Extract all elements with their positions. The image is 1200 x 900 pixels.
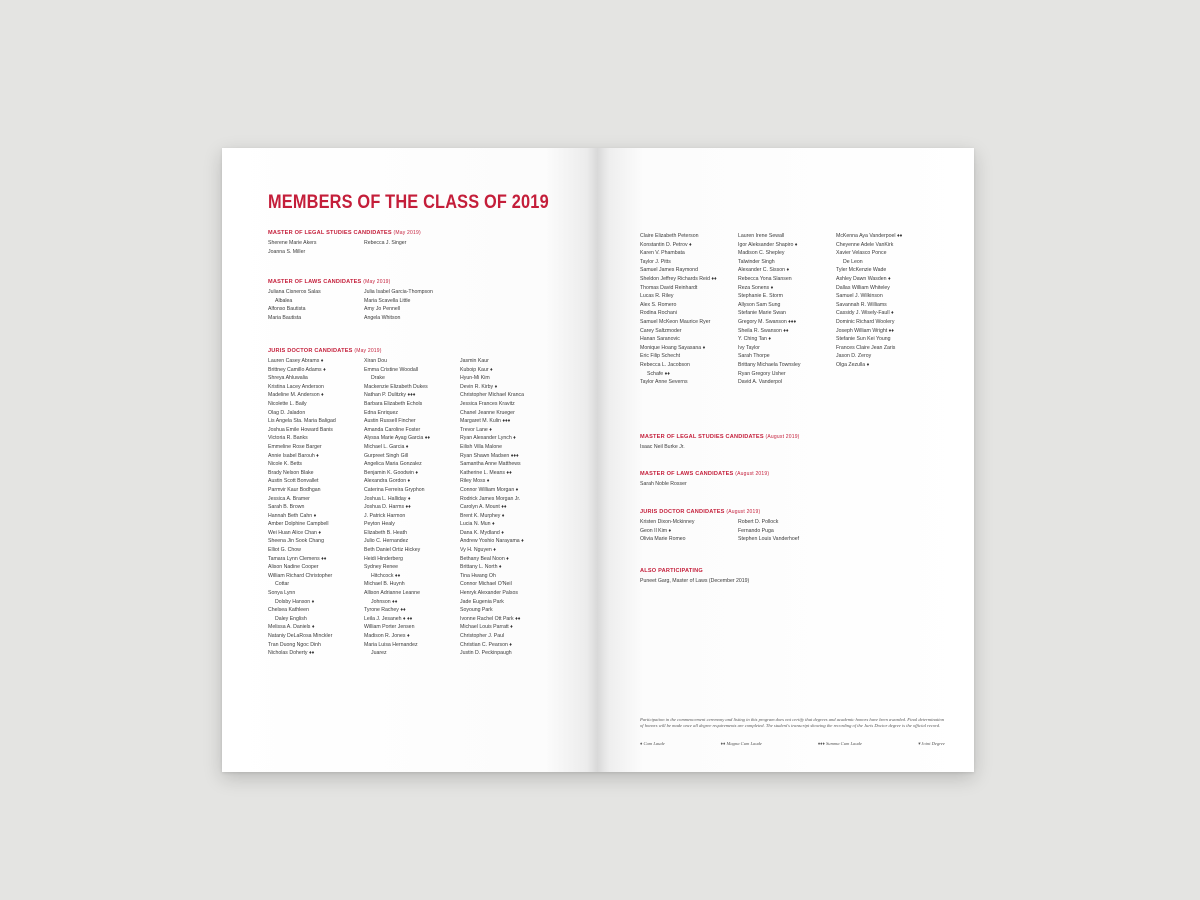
name-entry: Barbara Elizabeth Echols xyxy=(364,400,423,407)
name-entry: Lis Angela Sta. Maria Baligad xyxy=(268,418,336,425)
name-entry: Ryan Alexander Lynch ♦ xyxy=(460,435,516,442)
legend-cum-laude: ♦ Cum Laude xyxy=(640,741,665,746)
name-entry: Connor Michael O'Neil xyxy=(460,581,512,588)
name-entry: Taylor J. Pitts xyxy=(640,258,671,265)
name-entry: Alexandra Gordon ♦ xyxy=(364,478,411,485)
name-entry: Eilish Villa Malone xyxy=(460,443,503,450)
name-entry: Tyler McKenzie Wade xyxy=(836,267,887,274)
name-entry: Monique Hoang Sayasana ♦ xyxy=(640,344,706,351)
name-entry: Dominic Richard Woolery xyxy=(836,318,895,325)
name-entry: Allyson Sam Sung xyxy=(738,301,781,308)
name-entry: Lauren Casey Abrams ♦ xyxy=(268,358,324,364)
name-entry: Melissa A. Daniels ♦ xyxy=(268,624,315,631)
name-entry: Alex S. Romero xyxy=(640,301,677,308)
name-entry: Elliot G. Chow xyxy=(268,547,301,554)
section-title: MASTER OF LEGAL STUDIES CANDIDATES (August 2019) xyxy=(640,434,800,440)
name-entry: Robert D. Pollock xyxy=(738,519,779,525)
name-entry: Amber Dolphine Campbell xyxy=(268,521,329,528)
section-title: JURIS DOCTOR CANDIDATES (August 2019) xyxy=(640,509,761,515)
name-entry: Andrew Yoshio Narayama ♦ xyxy=(460,538,524,545)
ll-aug-section xyxy=(640,471,800,489)
name-entry: Sherene Marie Akers xyxy=(268,240,317,246)
name-entry: Stefanie Sun Kei Young xyxy=(836,336,891,343)
legend-joint-degree: ▾ Joint Degree xyxy=(917,741,945,746)
name-entry: Austin Scott Bonvallet xyxy=(268,478,319,485)
section-title: JURIS DOCTOR CANDIDATES (May 2019) xyxy=(268,348,382,354)
name-entry: Reza Sonens ♦ xyxy=(738,284,774,291)
name-entry: Jessica Frances Kravitz xyxy=(460,400,515,407)
name-entry: Sydney Renee xyxy=(364,564,399,571)
name-entry: Ivy Taylor xyxy=(738,344,760,351)
name-entry: Samuel James Raymond xyxy=(640,267,698,274)
name-entry: Konstantin D. Petrov ♦ xyxy=(640,241,692,248)
name-entry: Gurpreet Singh Gill xyxy=(364,452,409,459)
name-entry: Isaac Neil Burke Jr. xyxy=(640,444,685,450)
name-entry: Kristen Dixon-Mckinney xyxy=(640,519,695,525)
name-entry: Christian C. Pearson ♦ xyxy=(460,641,512,648)
name-column xyxy=(738,232,836,387)
name-entry: Stefanie Marie Swan xyxy=(738,310,786,317)
name-entry: Samantha Anne Matthews xyxy=(460,461,521,468)
name-entry: Rebecca Yona Slansen xyxy=(738,275,792,282)
name-entry: Nicole K. Betts xyxy=(268,461,303,468)
name-entry: Cassidy J. Wisely-Faull ♦ xyxy=(836,310,894,317)
name-entry: Igor Aleksander Shapiro ♦ xyxy=(738,241,798,248)
name-entry: Brady Nelson Blake xyxy=(268,469,314,476)
name-entry: Xavier Velasco Ponce xyxy=(836,250,887,257)
name-entry: Katherine L. Means ♦♦ xyxy=(460,469,512,476)
jd-may-section xyxy=(268,348,556,658)
name-entry: Puneet Garg, Master of Laws (December 2019) xyxy=(640,578,750,584)
name-entry: Jasmin Kaur xyxy=(460,358,489,364)
name-entry: Sarah Thorpe xyxy=(738,353,770,360)
name-entry: Albalea xyxy=(275,297,293,304)
mls-may-section xyxy=(268,230,460,256)
section-title: MASTER OF LAWS CANDIDATES (August 2019) xyxy=(640,471,770,477)
name-entry: Michael B. Huynh xyxy=(364,581,405,588)
name-entry: Sheila R. Swanson ♦♦ xyxy=(738,327,789,334)
name-entry: Joshua Emile Howard Banis xyxy=(268,426,333,433)
name-entry: Sarah Noble Rosser xyxy=(640,481,687,487)
name-entry: Juarez xyxy=(371,650,387,657)
name-entry: Joshua D. Harms ♦♦ xyxy=(364,504,411,511)
name-entry: Y. Ching Tan ♦ xyxy=(738,336,772,343)
name-entry: Trevor Lane ♦ xyxy=(460,426,492,433)
name-column xyxy=(640,577,840,586)
name-entry: Connor William Morgan ♦ xyxy=(460,486,519,493)
name-entry: Brittney Camillo Adams ♦ xyxy=(268,366,326,373)
name-entry: Julio C. Hernandez xyxy=(364,538,409,545)
name-entry: Brent K. Murphey ♦ xyxy=(460,512,505,519)
section-title: MASTER OF LEGAL STUDIES CANDIDATES (May 2019) xyxy=(268,230,421,236)
name-entry: Austin Russell Fincher xyxy=(364,418,416,425)
name-entry: Ashley Dawn Wasden ♦ xyxy=(836,275,891,282)
name-entry: Emma Cristine Woodall xyxy=(364,366,419,373)
name-entry: Xiran Dou xyxy=(364,358,388,364)
name-entry: Edna Enriquez xyxy=(364,409,399,416)
name-entry: Ivonne Rachel Ott Park ♦♦ xyxy=(460,615,521,622)
name-entry: Amy Jo Pennell xyxy=(364,306,401,313)
jd-may-continued-section xyxy=(640,232,934,387)
name-entry: Alison Nadine Cooper xyxy=(268,564,319,571)
name-entry: Sheldon Jeffrey Richards Reid ♦♦ xyxy=(640,275,717,282)
name-entry: Joshua L. Halliday ♦ xyxy=(364,495,411,502)
name-entry: Nicolette L. Baily xyxy=(268,400,307,407)
name-entry: Jade Eugenia Park xyxy=(460,598,504,605)
name-entry: Dana K. Mydland ♦ xyxy=(460,529,504,536)
name-column xyxy=(364,239,460,256)
name-entry: Jessica A. Bramer xyxy=(268,495,310,502)
name-entry: Samuel J. Wilkinson xyxy=(836,293,883,300)
right-page xyxy=(598,148,974,772)
name-entry: Frances Claire Jean Zaris xyxy=(836,344,896,351)
name-entry: Claire Elizabeth Peterson xyxy=(640,233,699,239)
footnote: Participation in the commencement ceremony and listing in this program does not certify that degrees and academic honors have been awarded. Final determination of honors will be made once all degree requirements are completed. The student's transcript showing the recording of the Juris Doctor degree is the official record. xyxy=(640,717,945,728)
name-entry: Heidi Hinderberg xyxy=(364,555,403,562)
name-entry: Ryan Shawn Madsen ♦♦♦ xyxy=(460,452,519,459)
name-entry: Olga Zezulla ♦ xyxy=(836,361,870,368)
name-column xyxy=(738,518,848,544)
name-entry: Kuboip Kaur ♦ xyxy=(460,366,493,373)
name-column xyxy=(640,480,800,489)
mls-aug-section xyxy=(640,434,800,452)
jd-aug-section xyxy=(640,509,848,544)
name-entry: Victoria R. Banks xyxy=(268,435,308,442)
name-entry: Brittany Michaela Townsley xyxy=(738,361,801,368)
name-entry: David A. Vanderpol xyxy=(738,379,783,386)
name-entry: Hanan Saranovic xyxy=(640,336,680,343)
name-entry: Vy H. Nguyen ♦ xyxy=(460,547,496,554)
name-entry: Taylor Anne Severns xyxy=(640,379,688,386)
name-entry: Amanda Caroline Foster xyxy=(364,426,421,433)
name-column xyxy=(460,357,556,658)
name-entry: Talwinder Singh xyxy=(738,258,775,265)
name-column xyxy=(268,288,364,322)
name-entry: Brittany L. North ♦ xyxy=(460,564,502,571)
name-entry: Joseph William Wright ♦♦ xyxy=(836,327,894,334)
name-entry: Parmvir Kaur Bodhgan xyxy=(268,486,321,493)
honors-legend xyxy=(640,741,945,747)
name-entry: Madison R. Jones ♦ xyxy=(364,633,410,639)
name-entry: Devin R. Kirby ♦ xyxy=(460,383,498,390)
name-entry: Riley Moss ♦ xyxy=(460,478,490,485)
name-entry: Johnson ♦♦ xyxy=(371,598,398,605)
name-entry: Carolyn A. Mount ♦♦ xyxy=(460,504,507,511)
name-entry: Carey Saltzmoder xyxy=(640,327,682,334)
name-entry: Alyssa Marie Ayag Garcia ♦♦ xyxy=(364,435,431,442)
name-entry: Wei Huan Alice Chan ♦ xyxy=(268,529,322,536)
name-entry: Savannah R. Williams xyxy=(836,301,887,308)
name-entry: Elizabeth B. Heath xyxy=(364,529,407,536)
name-entry: Benjamin K. Goodwin ♦ xyxy=(364,469,418,476)
name-entry: Samuel McKeon Maurice Ryer xyxy=(640,318,711,325)
section-title: ALSO PARTICIPATING xyxy=(640,568,703,574)
name-entry: Julia Isabel Garcia-Thompson xyxy=(364,289,433,295)
name-entry: Maria Bautista xyxy=(268,314,302,321)
name-column xyxy=(640,518,738,544)
name-entry: Chelsea Kathleen xyxy=(268,607,309,614)
name-entry: Nathan P. Dulitzky ♦♦♦ xyxy=(364,392,416,399)
name-entry: Nataniy DeLaRosa Minckler xyxy=(268,633,333,639)
name-column xyxy=(364,357,460,658)
name-entry: Christopher J. Paul xyxy=(460,633,505,639)
left-page xyxy=(222,148,598,772)
name-entry: Geon Il Kim ♦ xyxy=(640,527,672,534)
also-participating-section xyxy=(640,568,840,586)
name-entry: Rodina Rochani xyxy=(640,310,677,317)
program-booklet xyxy=(222,148,974,772)
name-entry: Eric Filip Schecht xyxy=(640,353,681,360)
name-entry: Rebecca L. Jacobson xyxy=(640,361,690,368)
name-entry: Justin D. Peckinpaugh xyxy=(460,650,512,657)
name-entry: Peyton Healy xyxy=(364,521,395,528)
page-title: MEMBERS OF THE CLASS OF 2019 xyxy=(268,192,549,213)
name-entry: Caterina Ferreira Gryphon xyxy=(364,486,425,493)
name-entry: Angelica Maria Gonzalez xyxy=(364,461,422,468)
legend-magna-cum-laude: ♦♦ Magna Cum Laude xyxy=(720,741,762,746)
name-entry: Michael L. Garcia ♦ xyxy=(364,443,409,450)
name-entry: Joanna S. Miller xyxy=(268,248,306,255)
name-entry: Juliana Cisneros Salas xyxy=(268,289,321,295)
name-entry: Cheyenne Adele VanKirk xyxy=(836,241,894,248)
name-entry: William Richard Christopher xyxy=(268,572,333,579)
name-entry: Kristina Lacey Anderson xyxy=(268,383,324,390)
name-entry: McKenna Aya Vanderpoel ♦♦ xyxy=(836,233,903,239)
name-entry: Angela Whitson xyxy=(364,314,401,321)
name-entry: Hannah Beth Cahn ♦ xyxy=(268,512,317,519)
name-entry: Drake xyxy=(371,375,385,382)
name-entry: Cottar xyxy=(275,581,290,588)
name-entry: Lucia N. Mun ♦ xyxy=(460,521,495,528)
name-entry: Lauren Irene Sewall xyxy=(738,233,785,239)
name-entry: Thomas David Reinhardt xyxy=(640,284,698,291)
name-entry: Tina Hwang Oh xyxy=(460,572,496,579)
name-entry: Ryan Gregory Usher xyxy=(738,370,786,377)
name-entry: Fernando Puga xyxy=(738,527,774,534)
name-entry: Stephen Louis Vanderhoef xyxy=(738,536,800,543)
name-entry: Stephanie E. Storm xyxy=(738,293,783,300)
name-entry: Beth Daniel Ortiz Hickey xyxy=(364,547,421,554)
name-entry: Olag D. Jaladon xyxy=(268,409,306,416)
name-entry: Margaret M. Kulin ♦♦♦ xyxy=(460,418,511,425)
name-entry: Rebecca J. Singer xyxy=(364,240,407,246)
name-entry: Dolsby Hanson ♦ xyxy=(275,598,315,605)
name-entry: Henryk Alexander Palsos xyxy=(460,590,518,597)
name-entry: Dallas William Whiteley xyxy=(836,284,890,291)
name-entry: Sarah B. Brown xyxy=(268,504,305,511)
name-entry: Christopher Michael Kranca xyxy=(460,392,525,399)
name-entry: Olivia Marie Romeo xyxy=(640,536,686,543)
name-entry: Lucas R. Riley xyxy=(640,293,674,300)
name-entry: Maria Luisa Hernandez xyxy=(364,641,418,648)
name-entry: Madison C. Shepley xyxy=(738,250,785,257)
name-entry: Schafe ♦♦ xyxy=(647,370,670,377)
name-entry: Bethany Beal Noon ♦ xyxy=(460,555,509,562)
name-entry: Annie Isabel Barouh ♦ xyxy=(268,452,319,459)
section-title: MASTER OF LAWS CANDIDATES (May 2019) xyxy=(268,279,391,285)
name-entry: Mackenzie Elizabeth Dukes xyxy=(364,383,428,390)
name-entry: Chanel Jeanne Krueger xyxy=(460,409,515,416)
name-entry: Nicholas Doherty ♦♦ xyxy=(268,650,315,657)
name-entry: Daley English xyxy=(275,615,307,622)
name-column xyxy=(364,288,460,322)
name-entry: De Leon xyxy=(843,258,863,265)
name-column xyxy=(268,239,364,256)
ll-may-section xyxy=(268,279,460,322)
name-entry: Allison Adrianne Leanne xyxy=(364,590,420,597)
name-entry: Maria Scavella Little xyxy=(364,297,411,304)
name-entry: Rodrick James Morgan Jr. xyxy=(460,495,521,502)
name-entry: Sonya Lynn xyxy=(268,590,296,597)
name-entry: Tyrone Rachey ♦♦ xyxy=(364,607,406,614)
name-entry: J. Patrick Harmon xyxy=(364,512,406,519)
name-column xyxy=(268,357,364,658)
legend-summa-cum-laude: ♦♦♦ Summa Cum Laude xyxy=(817,741,862,746)
name-entry: Karen V. Phambata xyxy=(640,250,685,257)
name-column xyxy=(640,232,738,387)
name-entry: Michael Louis Parratt ♦ xyxy=(460,624,513,631)
name-entry: Hyun-Mi Kim xyxy=(460,375,490,382)
name-entry: Alfonso Bautista xyxy=(268,306,306,313)
name-entry: Alexander C. Sisson ♦ xyxy=(738,267,790,274)
name-entry: Soyoung Park xyxy=(460,607,493,614)
name-entry: Gregory M. Swanson ♦♦♦ xyxy=(738,318,797,325)
name-entry: Shreya Ahluwalia xyxy=(268,375,308,382)
name-entry: Leila J. Jesaneh ♦ ♦♦ xyxy=(364,615,413,622)
name-entry: Tran Duong Ngoc Dinh xyxy=(268,641,321,648)
name-entry: Sheena Jin Sook Chang xyxy=(268,538,324,545)
name-entry: Madeline M. Anderson ♦ xyxy=(268,392,324,399)
name-entry: William Porter Jensen xyxy=(364,624,415,631)
name-entry: Hitchcock ♦♦ xyxy=(371,572,401,579)
name-entry: Jason D. Zeroy xyxy=(836,353,872,360)
name-entry: Emmeline Rose Barger xyxy=(268,443,322,450)
name-entry: Tamara Lynn Clemens ♦♦ xyxy=(268,555,327,562)
name-column xyxy=(836,232,934,387)
name-column xyxy=(640,443,800,452)
